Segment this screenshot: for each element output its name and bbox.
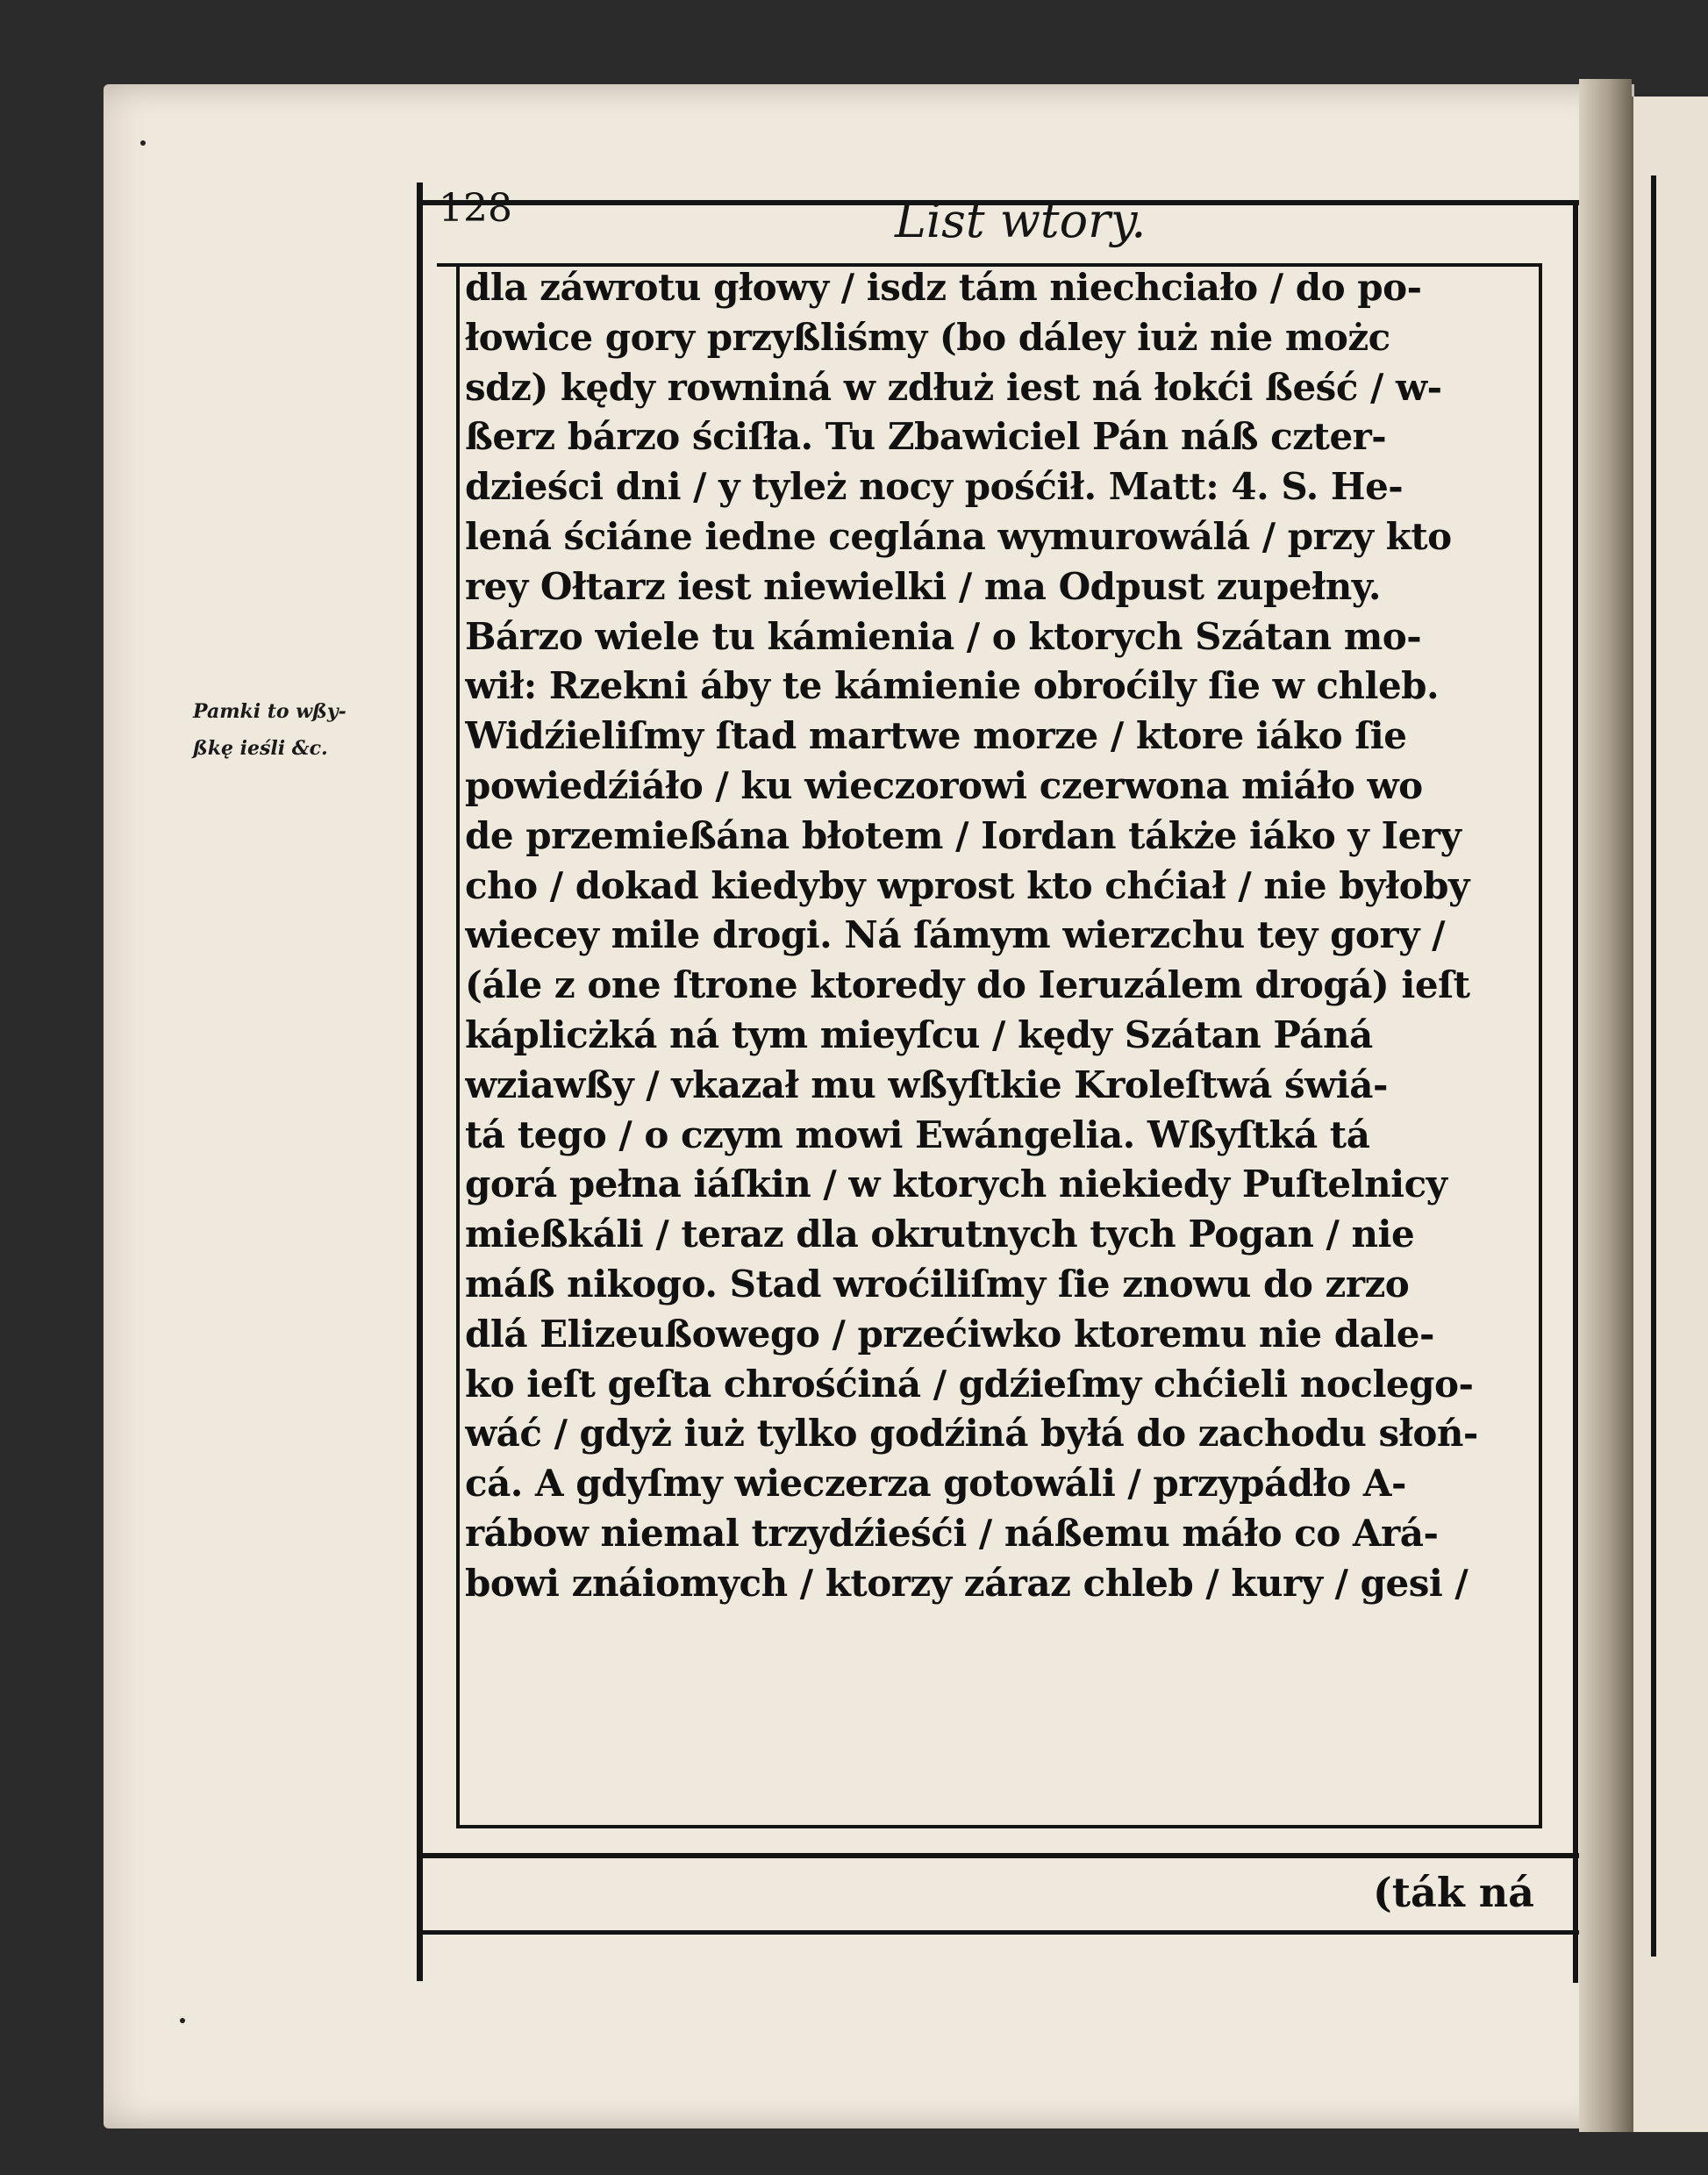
marginal-note-line: Pamki to wßy- — [193, 700, 347, 723]
text-line: cá. A gdyſmy wieczerza gotowáli / przypádło A- — [465, 1462, 1406, 1506]
frame-rule-left — [417, 182, 423, 1981]
body-text — [465, 263, 1535, 1609]
text-line: lená ściáne iedne ceglána wymurowálá / przy kto — [465, 514, 1452, 558]
facing-page-rule — [1651, 175, 1656, 1957]
footer-rule-lower — [423, 1930, 1579, 1935]
text-line: wáć / gdyż iuż tylko godźiná byłá do zachodu słoń- — [465, 1412, 1478, 1456]
text-line: cho / dokad kiedyby wprost kto chćiał / nie byłoby — [465, 863, 1469, 907]
text-line: gorá pełna iáſkin / w ktorych niekiedy Puſtelnicy — [465, 1163, 1447, 1206]
text-line: mießkáli / teraz dla okrutnych tych Pogan / nie — [465, 1213, 1415, 1256]
text-line: wziawßy / vkazał mu wßyſtkie Kroleſtwá świá- — [465, 1062, 1388, 1106]
text-line: ßerz bárzo ściſła. Tu Zbawiciel Pán náß czter- — [465, 415, 1387, 459]
book-gutter — [1579, 79, 1632, 2132]
text-line: powiedźiáło / ku wieczorowi czerwona miáło wo — [465, 763, 1423, 807]
text-line: de przemießána błotem / Iordan tákże iáko y Iery — [465, 813, 1461, 857]
text-line: káplicżká ná tym mieyſcu / kędy Szátan Páná — [465, 1012, 1373, 1056]
text-line: rábow niemal trzydźieśći / náßemu máło co Ará- — [465, 1511, 1439, 1555]
text-line: Bárzo wiele tu kámienia / o ktorych Szátan mo- — [465, 614, 1422, 658]
page-number: 128 — [439, 186, 512, 231]
text-line: łowice gory przyßliśmy (bo dáley iuż nie możc — [465, 315, 1390, 359]
text-line: bowi znáiomych / ktorzy záraz chleb / kury / gesi / — [465, 1561, 1469, 1605]
text-line: ko ieſt geſta chrośćiná / gdźieſmy chćieli noclego- — [465, 1362, 1474, 1406]
catchword: (ták ná — [1373, 1869, 1534, 1916]
text-line: Widźieliſmy ſtad martwe morze / ktore iáko ſie — [465, 714, 1407, 758]
text-line: rey Ołtarz iest niewielki / ma Odpust zupełny. — [465, 564, 1382, 608]
marginal-note — [193, 693, 412, 767]
text-line: wił: Rzekni áby te kámienie obroćily ſie w chleb. — [465, 664, 1440, 708]
text-line: dlá Elizeußowego / przećiwko ktoremu nie dale- — [465, 1312, 1434, 1356]
text-line: (ále z one ſtrone ktoredy do Ieruzálem drogá) ieſt — [465, 963, 1470, 1007]
footer-rule — [423, 1853, 1579, 1858]
text-line: dzieści dni / y tyleż nocy pośćił. Matt: 4. S. He- — [465, 465, 1404, 509]
text-line: tá tego / o czym mowi Ewángelia. Wßyſtká tá — [465, 1113, 1370, 1156]
text-line: wiecey mile drogi. Ná ſámym wierzchu tey gory / — [465, 913, 1445, 957]
text-line: máß nikogo. Stad wroćiliſmy ſie znowu do zrzo — [465, 1262, 1410, 1306]
marginal-note-line: ßkę ieśli &c. — [193, 737, 328, 760]
frame-rule-right — [1573, 202, 1578, 1983]
text-line: dla záwrotu głowy / isdz tám niechciało / do po- — [465, 266, 1422, 309]
ink-speck — [180, 2018, 185, 2023]
facing-page-edge — [1632, 97, 1708, 2132]
ink-speck — [140, 140, 146, 146]
text-line: sdz) kędy rowniná w zdłuż iest ná łokći ßeść / w- — [465, 365, 1442, 409]
running-head: List wtory. — [895, 193, 1147, 248]
